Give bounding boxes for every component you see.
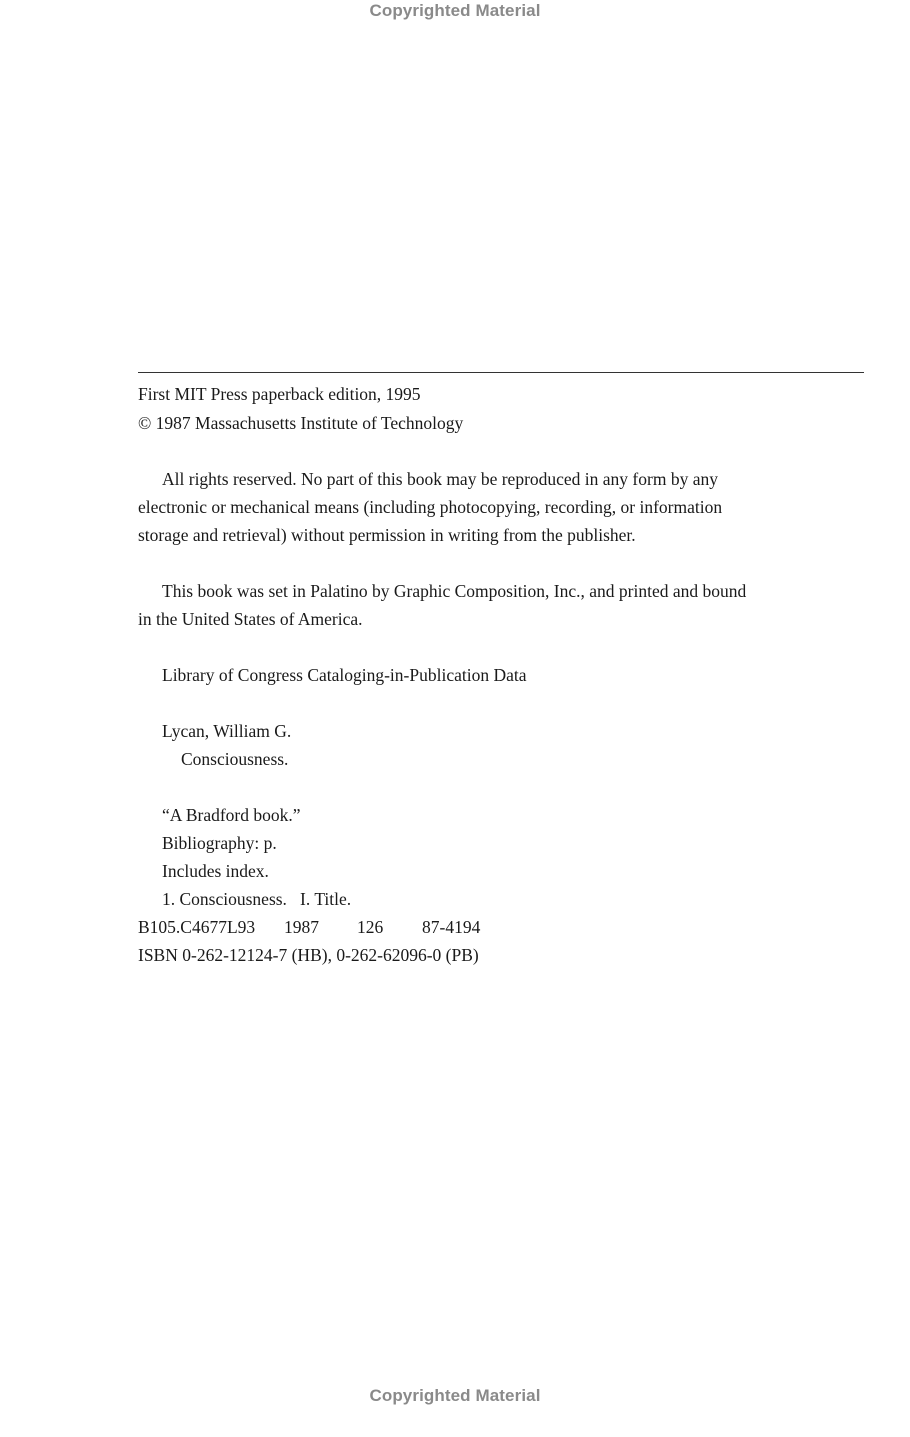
copyright-watermark-bottom: Copyrighted Material	[369, 1386, 541, 1405]
rights-line-2: electronic or mechanical means (including photocopying, recording, or information	[138, 497, 723, 517]
cip-subjects: 1. Consciousness. I. Title.	[162, 889, 352, 909]
copyright-line: © 1987 Massachusetts Institute of Technology	[138, 413, 464, 433]
cip-bibliography: Bibliography: p.	[162, 833, 277, 853]
cip-call-number: B105.C4677L93	[138, 917, 256, 937]
edition-line: First MIT Press paperback edition, 1995	[138, 384, 421, 404]
copyright-watermark-top: Copyrighted Material	[369, 1, 541, 20]
cip-heading: Library of Congress Cataloging-in-Publication Data	[162, 665, 527, 685]
cip-dewey: 126	[357, 917, 384, 937]
cip-title: Consciousness.	[181, 749, 289, 769]
cip-author: Lycan, William G.	[162, 721, 292, 741]
cip-isbn: ISBN 0-262-12124-7 (HB), 0-262-62096-0 (PB)	[138, 945, 479, 965]
cip-note: “A Bradford book.”	[162, 805, 301, 825]
cip-year: 1987	[284, 917, 319, 937]
rights-line-1: All rights reserved. No part of this book may be reproduced in any form by any	[162, 469, 718, 489]
cip-index: Includes index.	[162, 861, 269, 881]
typesetting-line-2: in the United States of America.	[138, 609, 363, 629]
rights-line-3: storage and retrieval) without permission in writing from the publisher.	[138, 525, 636, 545]
typesetting-line-1: This book was set in Palatino by Graphic Composition, Inc., and printed and bound	[162, 581, 747, 601]
cip-lccn: 87-4194	[422, 917, 481, 937]
